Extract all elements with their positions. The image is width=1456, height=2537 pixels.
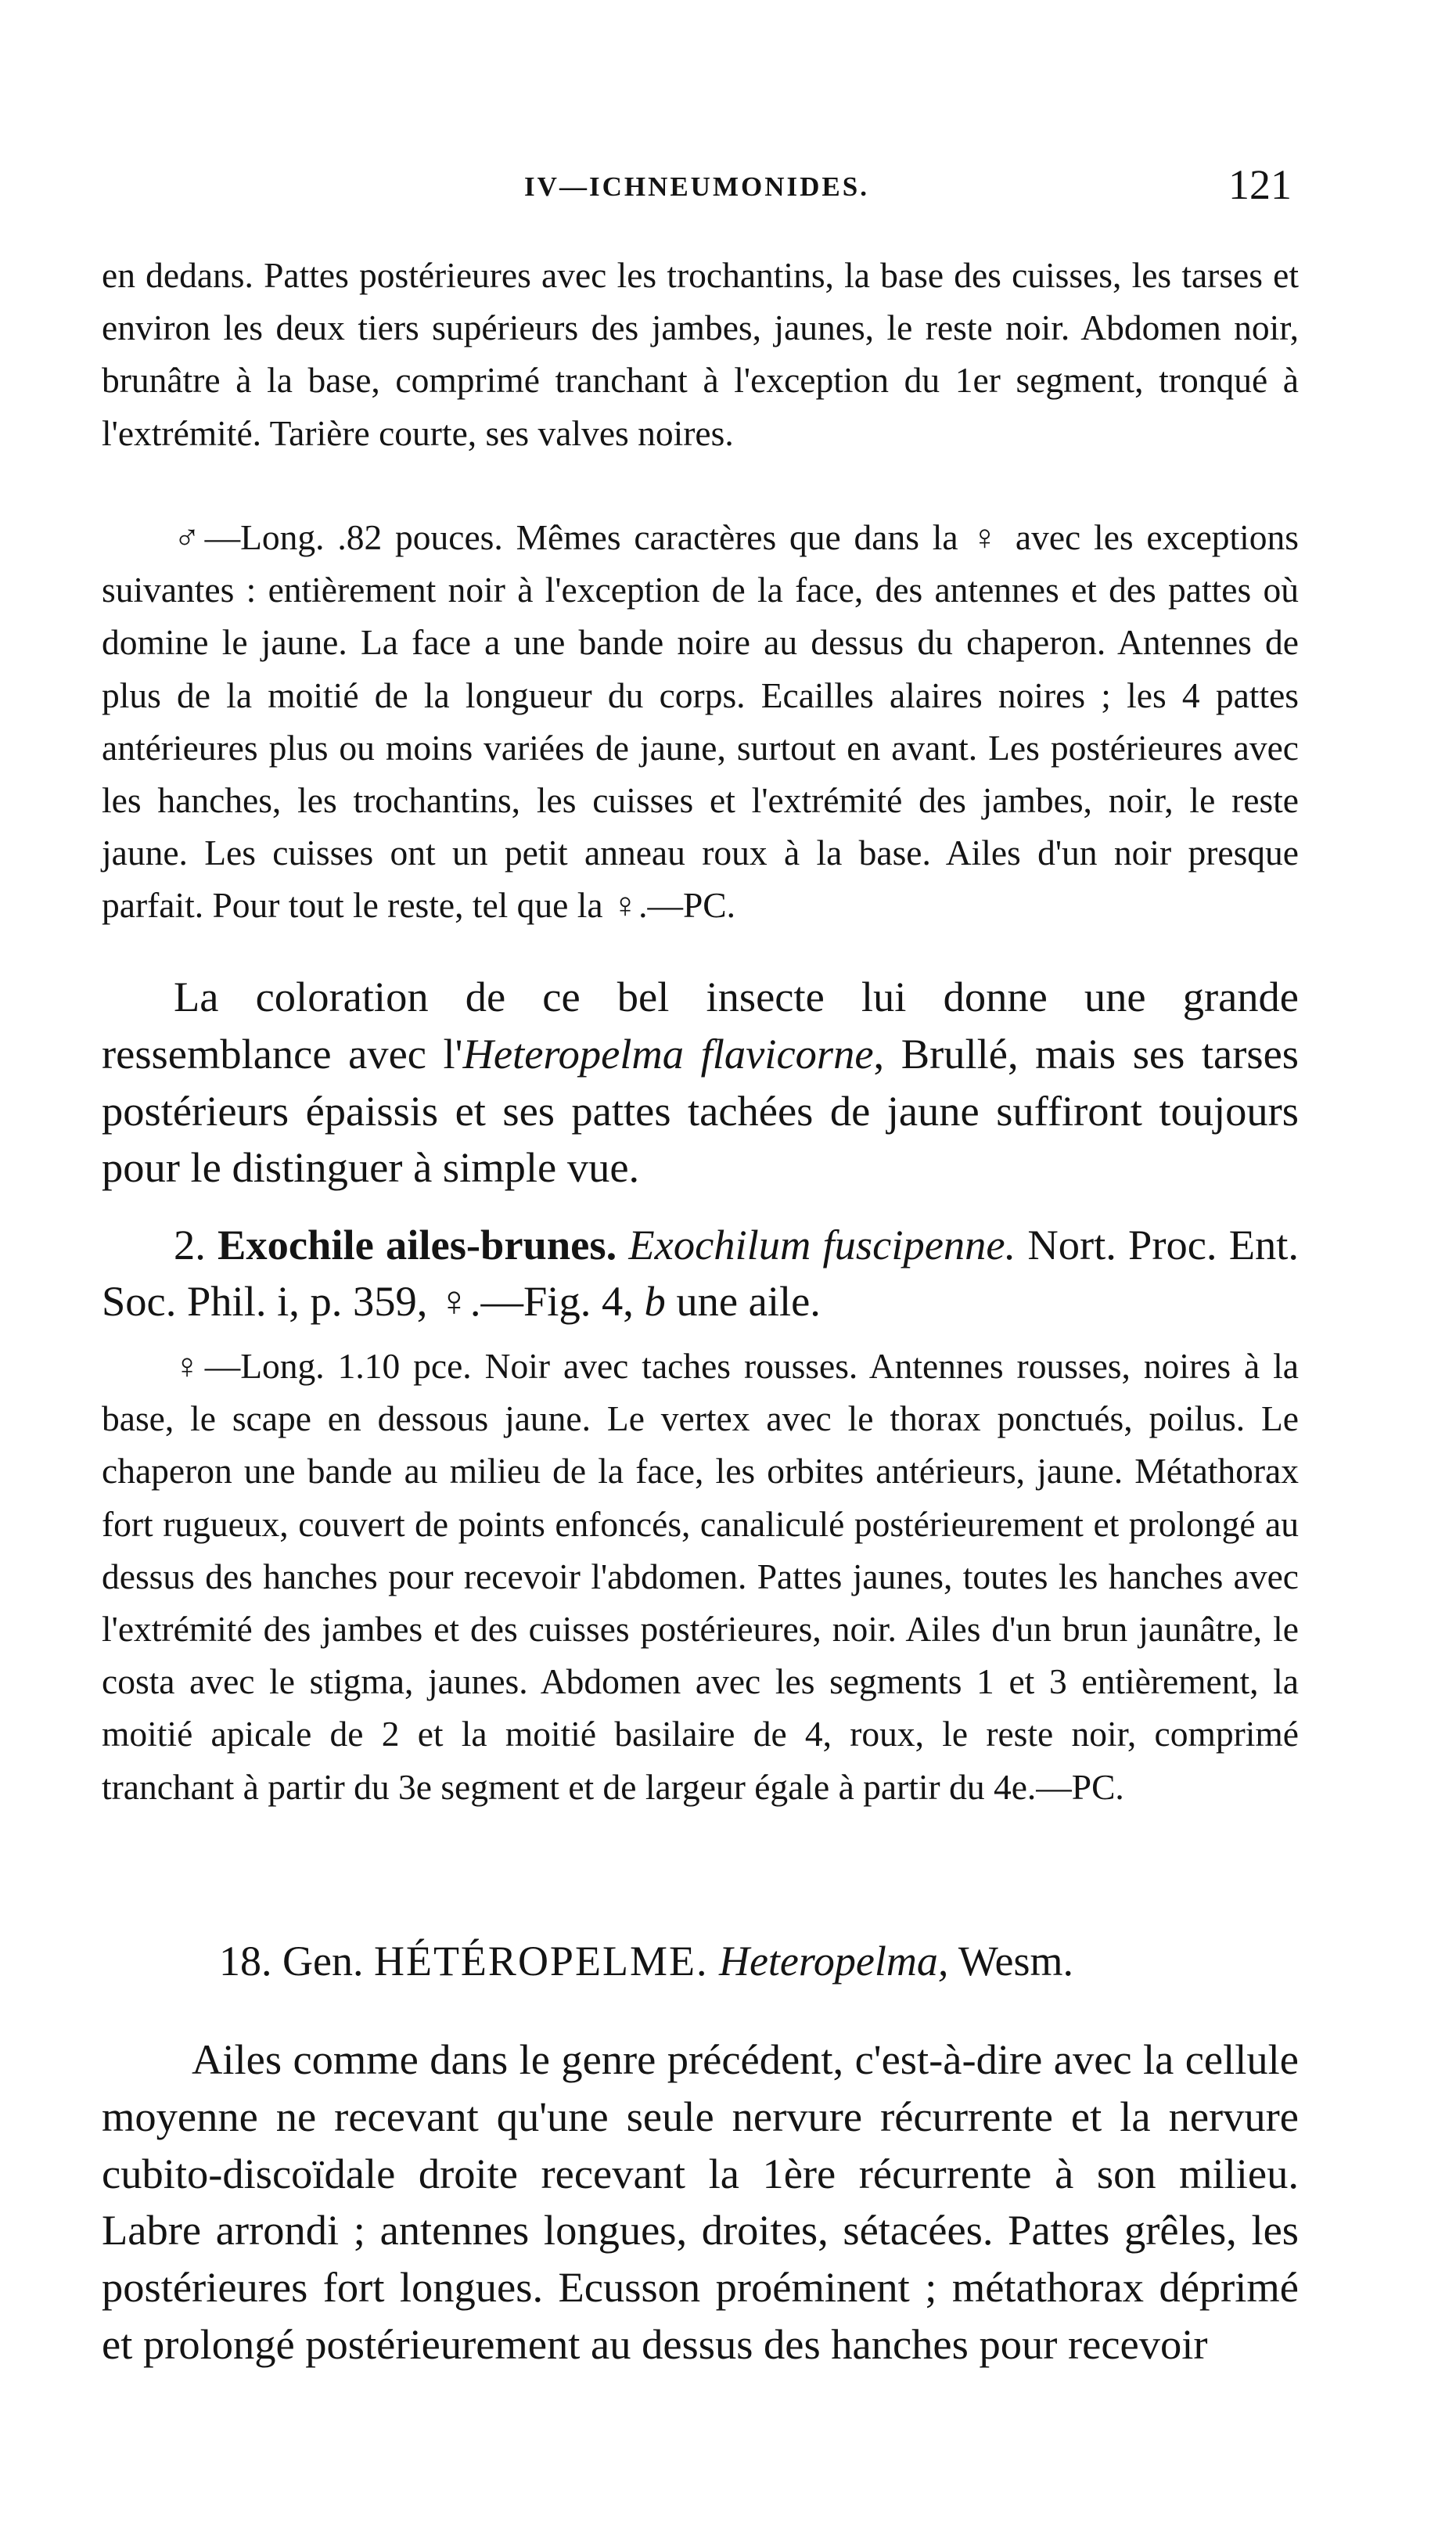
figure-letter: b — [644, 1277, 666, 1325]
paragraph-female-description: ♀—Long. 1.10 pce. Noir avec taches rousses. Antennes rousses, noires à la base, le scape en dessous jaune. Le vertex avec le thorax ponctués, poilus. Le chaperon une bande au milieu de la face, les orbites antérieurs, jaune. Métathorax fort rugueux, couvert de points enfoncés, canaliculé postérieurement et prolongé au dessus des hanches pour recevoir l'abdomen. Pattes jaunes, toutes les hanches avec l'extrémité des jambes et des cuisses postérieures, noir. Ailes d'un brun jaunâtre, le costa avec le stigma, jaunes. Abdomen avec les segments 1 et 3 entièrement, la moitié apicale de 2 et la moitié basilaire de 4, roux, le reste noir, comprimé tranchant à partir du 3e segment et de largeur égale à partir du 4e.—PC. — [102, 1346, 1299, 1807]
species-latin-name: Exochilum fuscipenne. — [628, 1221, 1016, 1268]
figure-caption-tail: une aile. — [676, 1277, 821, 1325]
paragraph-continuation: en dedans. Pattes postérieures avec les trochantins, la base des cuisses, les tarses et environ les deux tiers supérieurs des jambes, jaunes, le reste noir. Abdomen noir, brunâtre à la base, comprimé tranchant à l'exception du 1er segment, tronqué à l'extrémité. Tarière courte, ses valves noires. — [102, 255, 1299, 453]
genus-name: HÉTÉROPELME. — [373, 1938, 709, 1985]
paragraph-genus-description: Ailes comme dans le genre précédent, c'est-à-dire avec la cellule moyenne ne recevant qu'une seule nervure récurrente et la nervure cubito-discoïdale droite recevant la 1ère récurrente à son milieu. Labre arrondi ; antennes longues, droites, sétacées. Pattes grêles, les postérieures fort longues. Ecusson proéminent ; métathorax déprimé et prolongé postérieurement au dessus des hanches pour recevoir — [102, 2035, 1299, 2368]
genus-latin-name: Heteropelma, — [718, 1938, 949, 1985]
species-name-italic: Heteropelma flavicorne — [462, 1029, 874, 1078]
coloration-text-start: La coloration de ce bel insecte lui donne une grande ressemblance avec l' — [102, 973, 1299, 1078]
running-title: IV—ICHNEUMONIDES. — [524, 171, 869, 202]
species-reference: Nort. Proc. Ent. Soc. Phil. i, p. 359, ♀.—Fig. 4, — [102, 1221, 1300, 1325]
species-number: 2. — [174, 1221, 206, 1268]
page-number: 121 — [1228, 161, 1292, 208]
genus-number: 18. Gen. — [219, 1938, 364, 1985]
species-heading — [102, 1217, 1299, 1330]
paragraph-coloration-note — [102, 969, 1299, 1197]
genus-author: Wesm. — [958, 1938, 1074, 1985]
coloration-text-end: , Brullé, mais ses tarses postérieurs épaissis et ses pattes tachées de jaune suffiront toujours pour le distinguer à simple vue. — [102, 1029, 1299, 1192]
genus-heading — [102, 1933, 1299, 1989]
paragraph-male-description: ♂—Long. .82 pouces. Mêmes caractères que dans la ♀ avec les exceptions suivantes : entièrement noir à l'exception de la face, des antennes et des pattes où domine le jaune. La face a une bande noire au dessus du chaperon. Antennes de plus de la moitié de la longueur du corps. Ecailles alaires noires ; les 4 pattes antérieures plus ou moins variées de jaune, surtout en avant. Les postérieures avec les hanches, les trochantins, les cuisses et l'extrémité des jambes, noir, le reste jaune. Les cuisses ont un petit anneau roux à la base. Ailes d'un noir presque parfait. Pour tout le reste, tel que la ♀.—PC. — [102, 517, 1299, 926]
species-common-name: Exochile ailes-brunes. — [218, 1221, 617, 1268]
running-head — [102, 160, 1292, 215]
